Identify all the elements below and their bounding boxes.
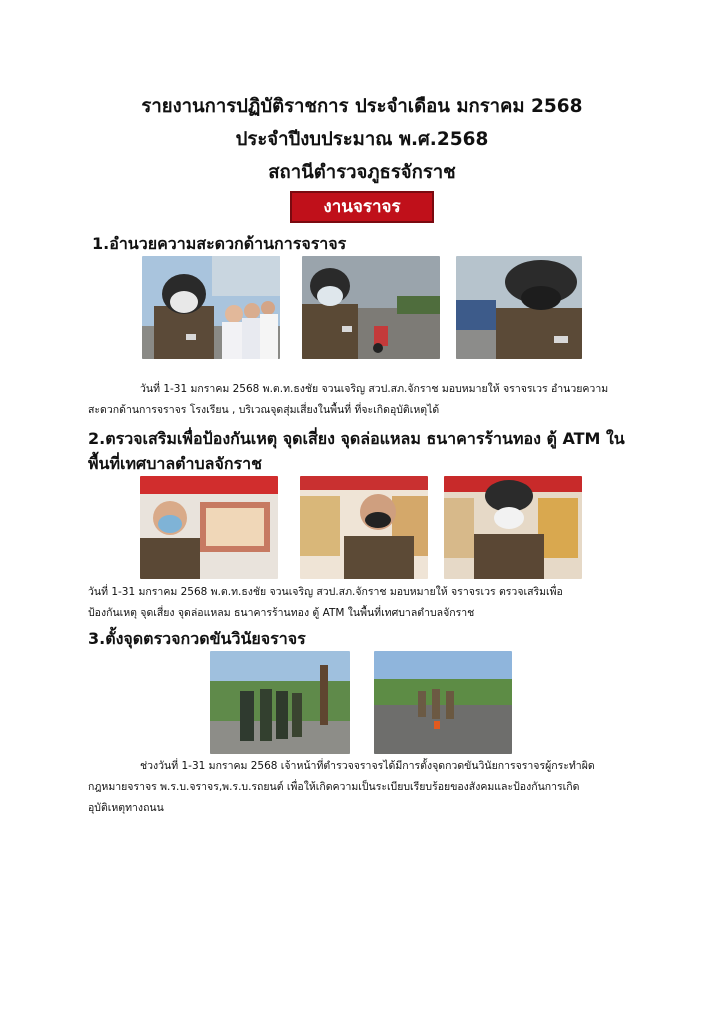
photo-checkpoint-1	[210, 651, 350, 754]
station-name: สถานีตำรวจภูธรจักราช	[268, 162, 456, 183]
section-3-heading: 3.ตั้งจุดตรวจกวดขันวินัยจราจร	[88, 629, 306, 648]
section-2-text-line-1: วันที่ 1-31 มกราคม 2568 พ.ต.ท.ธงชัย จวนเจริญ สวป.สภ.จักราช มอบหมายให้ จราจรเวร ตรวจเสริมเพื่อ	[88, 586, 563, 598]
photo-gold-shop-2	[300, 476, 428, 579]
photo-gold-shop-3	[444, 476, 582, 579]
photo-gate-traffic	[456, 256, 582, 359]
photo-checkpoint-2	[374, 651, 512, 754]
section-2-text-line-2: ป้องกันเหตุ จุดเสี่ยง จุดล่อแหลม ธนาคารร้านทอง ตู้ ATM ในพื้นที่เทศบาลตำบลจักราช	[88, 607, 475, 619]
section-1-heading: 1.อำนวยความสะดวกด้านการจราจร	[92, 234, 347, 253]
fiscal-year-line: ประจำปีงบประมาณ พ.ศ.2568	[235, 129, 489, 150]
section-2-heading-line-1: 2.ตรวจเสริมเพื่อป้องกันเหตุ จุดเสี่ยง จุดล่อแหลม ธนาคารร้านทอง ตู้ ATM ใน	[88, 429, 625, 448]
photo-gold-shop-1	[140, 476, 278, 579]
section-3-text-line-1: ช่วงวันที่ 1-31 มกราคม 2568 เจ้าหน้าที่ตำรวจจราจรได้มีการตั้งจุดกวดขันวินัยการจราจรผู้กระทำผิด	[140, 760, 595, 772]
photo-school-traffic	[142, 256, 280, 359]
photo-road-traffic	[302, 256, 440, 359]
report-title: รายงานการปฏิบัติราชการ ประจำเดือน มกราคม 2568	[141, 96, 583, 117]
section-1-text-line-1: วันที่ 1-31 มกราคม 2568 พ.ต.ท.ธงชัย จวนเจริญ สวป.สภ.จักราช มอบหมายให้ จราจรเวร อำนวยความ	[140, 383, 609, 395]
section-3-text-line-2: กฎหมายจราจร พ.ร.บ.จราจร,พ.ร.บ.รถยนต์ เพื่อให้เกิดความเป็นระเบียบเรียบร้อยของสังคมและป้องกันการเกิด	[88, 781, 580, 793]
section-2-heading-line-2: พื้นที่เทศบาลตำบลจักราช	[88, 454, 262, 473]
section-badge: งานจราจร	[290, 191, 434, 223]
section-1-text-line-2: สะดวกด้านการจราจร โรงเรียน , บริเวณจุดสุ่มเสี่ยงในพื้นที่ ที่จะเกิดอุบัติเหตุได้	[88, 404, 440, 416]
section-3-text-line-3: อุบัติเหตุทางถนน	[88, 802, 164, 814]
